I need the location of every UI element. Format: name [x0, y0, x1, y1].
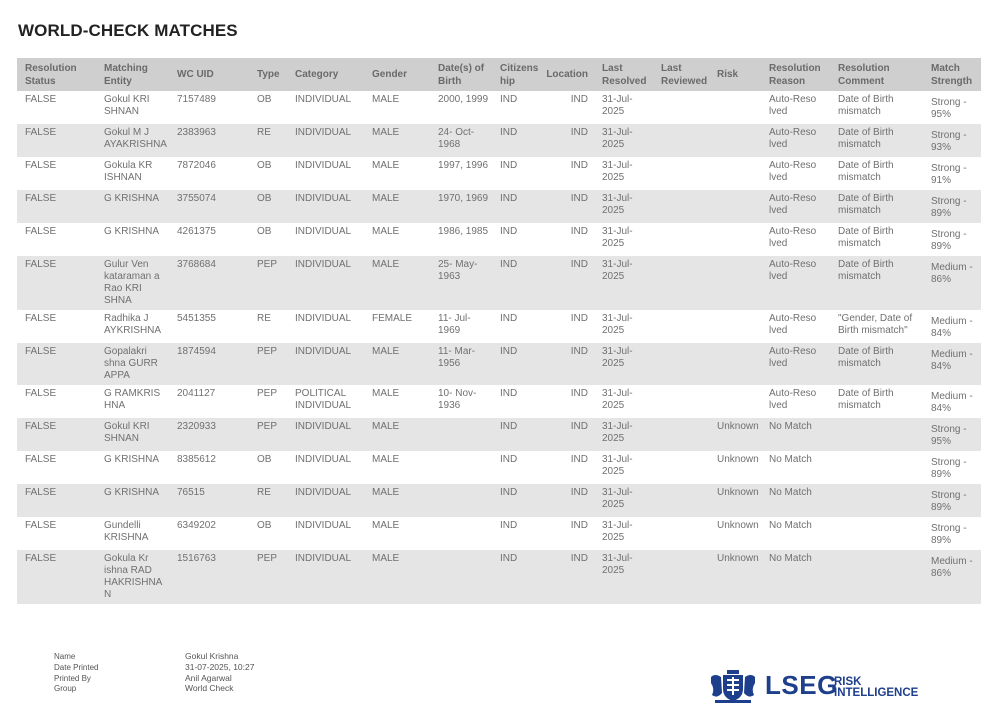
cell-gender: MALE: [364, 124, 430, 157]
cell-last-resolved: 31-Jul-2025: [594, 550, 653, 604]
cell-risk: [709, 385, 761, 418]
cell-risk: Unknown: [709, 484, 761, 517]
cell-location: IND: [536, 343, 594, 385]
cell-last-reviewed: [653, 190, 709, 223]
cell-gender: MALE: [364, 190, 430, 223]
cell-last-resolved: 31-Jul-2025: [594, 343, 653, 385]
footer-label-date-printed: Date Printed: [54, 662, 99, 672]
col-last-reviewed: Last Reviewed: [653, 58, 709, 91]
cell-resolution-comment: [830, 484, 923, 517]
col-resolution-comment: Resolution Comment: [830, 58, 923, 91]
cell-match-strength: Strong - 89%: [931, 457, 967, 480]
cell-dates-of-birth: 1986, 1985: [438, 226, 489, 237]
footer-label-name: Name: [54, 652, 76, 661]
cell-match-strength: Medium - 84%: [931, 391, 973, 414]
cell-wc-uid: 76515: [169, 484, 249, 517]
cell-resolution-comment: Date of Birth mismatch: [830, 124, 923, 157]
cell-resolution-reason: Auto-Reso lved: [769, 226, 817, 249]
cell-resolution-reason: Auto-Reso lved: [769, 388, 817, 411]
cell-resolution-comment: Date of Birth mismatch: [838, 226, 894, 249]
cell-resolution-reason: Auto-Reso lved: [769, 313, 817, 336]
cell-dates-of-birth: 1970, 1969: [430, 190, 492, 223]
cell-last-resolved: 31-Jul-2025: [594, 256, 653, 310]
cell-wc-uid: 1516763: [169, 550, 249, 604]
cell-gender: MALE: [364, 256, 430, 310]
cell-gender: MALE: [372, 160, 400, 171]
cell-category: POLITICAL INDIVIDUAL: [295, 388, 352, 411]
cell-last-resolved: 31-Jul-2025: [594, 418, 653, 451]
cell-matching-entity: G KRISHNA: [96, 190, 169, 223]
col-type: Type: [249, 58, 287, 91]
cell-match-strength: Strong - 93%: [923, 124, 981, 157]
cell-type: OB: [249, 190, 287, 223]
footer-value-date-printed: 31-07-2025, 10:27: [185, 661, 255, 672]
cell-wc-uid: 3768684: [169, 256, 249, 310]
cell-dates-of-birth: 24- Oct-1968: [430, 124, 492, 157]
cell-resolution-reason: No Match: [761, 484, 830, 517]
cell-match-strength: Strong - 89%: [923, 484, 981, 517]
cell-location: IND: [570, 160, 588, 171]
cell-risk: [709, 223, 761, 256]
cell-resolution-comment: Date of Birth mismatch: [838, 94, 894, 117]
cell-resolution-status: FALSE: [17, 256, 96, 310]
cell-risk: [709, 256, 761, 310]
cell-resolution-reason: No Match: [761, 550, 830, 604]
cell-risk: Unknown: [717, 454, 759, 465]
cell-last-resolved: 31-Jul-2025: [602, 454, 633, 477]
cell-last-reviewed: [653, 484, 709, 517]
cell-wc-uid: 7157489: [177, 94, 216, 105]
cell-citizenship: IND: [500, 313, 518, 324]
cell-last-reviewed: [653, 223, 709, 256]
cell-category: INDIVIDUAL: [295, 454, 352, 465]
cell-dates-of-birth: [430, 451, 492, 484]
cell-gender: MALE: [372, 94, 400, 105]
col-resolution-reason: Resolution Reason: [761, 58, 830, 91]
cell-match-strength: Strong - 89%: [923, 190, 981, 223]
cell-last-reviewed: [653, 310, 709, 343]
cell-risk: [709, 124, 761, 157]
cell-type: OB: [257, 226, 272, 237]
cell-match-strength: Strong - 89%: [931, 523, 967, 546]
table-header-row: [17, 58, 981, 91]
cell-location: IND: [570, 520, 588, 531]
footer-value-name: Gokul Krishna: [185, 651, 239, 661]
logo-brand: LSEG: [765, 670, 838, 700]
table-row: [17, 451, 981, 484]
col-gender: Gender: [364, 58, 430, 91]
table-row: [17, 256, 981, 310]
cell-resolution-reason: Auto-Reso lved: [761, 190, 830, 223]
cell-wc-uid: 1874594: [169, 343, 249, 385]
cell-matching-entity: Gokula KR ISHNAN: [104, 160, 153, 183]
cell-resolution-reason: Auto-Reso lved: [769, 94, 817, 117]
cell-type: RE: [249, 484, 287, 517]
cell-last-resolved: 31-Jul-2025: [602, 388, 633, 411]
cell-location: IND: [570, 454, 588, 465]
col-risk: Risk: [709, 58, 761, 91]
cell-resolution-comment: [830, 418, 923, 451]
col-match-strength: Match Strength: [923, 58, 981, 91]
cell-citizenship: IND: [492, 484, 536, 517]
cell-last-resolved: 31-Jul-2025: [602, 160, 633, 183]
cell-location: IND: [570, 388, 588, 399]
col-citizenship: Citizens hip: [492, 58, 536, 91]
table-row: [17, 517, 981, 550]
cell-match-strength: Medium - 86%: [923, 256, 981, 310]
cell-resolution-reason: No Match: [769, 520, 812, 531]
col-resolution-status: Resolution Status: [17, 58, 96, 91]
cell-resolution-status: FALSE: [17, 124, 96, 157]
cell-last-resolved: 31-Jul-2025: [602, 226, 633, 249]
cell-match-strength: Strong - 89%: [931, 229, 967, 252]
cell-resolution-status: FALSE: [25, 388, 57, 399]
cell-matching-entity: Radhika J AYKRISHNA: [104, 313, 162, 336]
cell-resolution-comment: Date of Birth mismatch: [830, 343, 923, 385]
cell-gender: MALE: [364, 343, 430, 385]
cell-gender: MALE: [372, 520, 400, 531]
cell-resolution-status: FALSE: [17, 550, 96, 604]
cell-last-reviewed: [653, 550, 709, 604]
cell-risk: [709, 190, 761, 223]
cell-risk: [709, 157, 761, 190]
cell-match-strength: Strong - 95%: [931, 97, 967, 120]
cell-wc-uid: 8385612: [177, 454, 216, 465]
footer-value-group: World Check: [185, 683, 234, 694]
cell-last-reviewed: [653, 451, 709, 484]
cell-resolution-status: FALSE: [25, 160, 57, 171]
crest-icon: [709, 669, 757, 703]
cell-category: INDIVIDUAL: [295, 160, 352, 171]
cell-citizenship: IND: [492, 343, 536, 385]
cell-last-reviewed: [653, 91, 709, 124]
cell-gender: MALE: [364, 484, 430, 517]
cell-location: IND: [536, 190, 594, 223]
cell-matching-entity: Gokula Kr ishna RAD HAKRISHNAN: [96, 550, 169, 604]
cell-dates-of-birth: 11- Jul-1969: [438, 313, 471, 336]
cell-resolution-status: FALSE: [17, 190, 96, 223]
footer-values: [185, 651, 254, 694]
logo-line-1: RISK: [834, 676, 862, 688]
cell-type: PEP: [257, 388, 278, 399]
cell-risk: Unknown: [717, 520, 759, 531]
cell-risk: Unknown: [709, 550, 761, 604]
cell-dates-of-birth: 10- Nov-1936: [438, 388, 477, 411]
cell-dates-of-birth: [430, 517, 492, 550]
cell-category: INDIVIDUAL: [295, 94, 352, 105]
cell-resolution-comment: [830, 517, 923, 550]
cell-resolution-comment: [830, 451, 923, 484]
cell-citizenship: IND: [492, 124, 536, 157]
cell-citizenship: IND: [500, 160, 518, 171]
table-row: [17, 223, 981, 256]
col-dates-of-birth: Date(s) of Birth: [430, 58, 492, 91]
cell-resolution-reason: Auto-Reso lved: [761, 343, 830, 385]
cell-dates-of-birth: 1997, 1996: [438, 160, 489, 171]
cell-category: INDIVIDUAL: [287, 418, 364, 451]
cell-gender: MALE: [372, 388, 400, 399]
cell-gender: MALE: [364, 550, 430, 604]
table-row: [17, 550, 981, 604]
cell-last-reviewed: [653, 124, 709, 157]
cell-type: RE: [257, 313, 271, 324]
cell-dates-of-birth: 11- Mar-1956: [430, 343, 492, 385]
cell-category: INDIVIDUAL: [287, 484, 364, 517]
cell-resolution-status: FALSE: [17, 484, 96, 517]
cell-citizenship: IND: [500, 388, 518, 399]
cell-resolution-comment: [830, 550, 923, 604]
cell-location: IND: [570, 313, 588, 324]
cell-risk: [709, 310, 761, 343]
cell-resolution-status: FALSE: [25, 313, 57, 324]
cell-type: PEP: [249, 343, 287, 385]
cell-wc-uid: 7872046: [177, 160, 216, 171]
cell-type: RE: [249, 124, 287, 157]
cell-resolution-comment: Date of Birth mismatch: [838, 160, 894, 183]
col-wc-uid: WC UID: [169, 58, 249, 91]
cell-citizenship: IND: [492, 256, 536, 310]
cell-type: OB: [257, 94, 272, 105]
cell-gender: MALE: [372, 454, 400, 465]
cell-location: IND: [570, 226, 588, 237]
cell-location: IND: [570, 94, 588, 105]
cell-type: PEP: [249, 418, 287, 451]
cell-matching-entity: Gopalakri shna GURR APPA: [96, 343, 169, 385]
cell-wc-uid: 6349202: [177, 520, 216, 531]
table-body: [17, 91, 981, 604]
cell-matching-entity: Gokul KRI SHNAN: [96, 418, 169, 451]
cell-category: INDIVIDUAL: [287, 190, 364, 223]
cell-dates-of-birth: 25- May-1963: [430, 256, 492, 310]
cell-dates-of-birth: [430, 550, 492, 604]
cell-wc-uid: 3755074: [169, 190, 249, 223]
cell-wc-uid: 2041127: [177, 388, 216, 399]
cell-match-strength: Medium - 84%: [931, 316, 973, 339]
table-row: [17, 310, 981, 343]
cell-last-reviewed: [653, 256, 709, 310]
cell-resolution-reason: Auto-Reso lved: [761, 256, 830, 310]
cell-dates-of-birth: 2000, 1999: [438, 94, 489, 105]
cell-category: INDIVIDUAL: [287, 550, 364, 604]
table-row: [17, 484, 981, 517]
cell-type: OB: [257, 454, 272, 465]
cell-matching-entity: G KRISHNA: [104, 454, 160, 465]
cell-dates-of-birth: [430, 418, 492, 451]
table-row: [17, 91, 981, 124]
footer-label-group: Group: [54, 684, 77, 694]
cell-citizenship: IND: [492, 190, 536, 223]
cell-resolution-comment: Date of Birth mismatch: [838, 388, 894, 411]
cell-resolution-status: FALSE: [25, 454, 57, 465]
table-row: [17, 190, 981, 223]
cell-last-resolved: 31-Jul-2025: [594, 484, 653, 517]
cell-category: INDIVIDUAL: [295, 313, 352, 324]
cell-resolution-comment: Date of Birth mismatch: [830, 190, 923, 223]
cell-last-reviewed: [653, 418, 709, 451]
logo-line-2: INTELLIGENCE: [834, 687, 919, 699]
cell-category: INDIVIDUAL: [295, 226, 352, 237]
cell-location: IND: [536, 124, 594, 157]
cell-risk: [709, 343, 761, 385]
cell-matching-entity: G KRISHNA: [104, 226, 160, 237]
cell-last-resolved: 31-Jul-2025: [602, 313, 633, 336]
cell-last-reviewed: [653, 157, 709, 190]
cell-resolution-status: FALSE: [25, 520, 57, 531]
cell-location: IND: [536, 550, 594, 604]
cell-last-resolved: 31-Jul-2025: [594, 124, 653, 157]
cell-gender: MALE: [364, 418, 430, 451]
col-location: Location: [536, 58, 594, 91]
footer-value-printed-by: Anil Agarwal: [185, 672, 232, 683]
cell-resolution-reason: Auto-Reso lved: [761, 124, 830, 157]
cell-matching-entity: G RAMKRIS HNA: [104, 388, 161, 411]
cell-resolution-reason: No Match: [769, 454, 812, 465]
cell-citizenship: IND: [492, 418, 536, 451]
cell-last-resolved: 31-Jul-2025: [594, 190, 653, 223]
cell-category: INDIVIDUAL: [295, 520, 352, 531]
cell-location: IND: [536, 418, 594, 451]
cell-wc-uid: 4261375: [177, 226, 216, 237]
cell-citizenship: IND: [500, 520, 518, 531]
table-row: [17, 385, 981, 418]
cell-type: PEP: [249, 550, 287, 604]
col-last-resolved: Last Resolved: [594, 58, 653, 91]
cell-citizenship: IND: [492, 550, 536, 604]
table-row: [17, 124, 981, 157]
cell-matching-entity: Gokul M J AYAKRISHNA: [96, 124, 169, 157]
world-check-matches-table: [17, 58, 981, 604]
table-row: [17, 157, 981, 190]
cell-category: INDIVIDUAL: [287, 124, 364, 157]
cell-resolution-reason: No Match: [761, 418, 830, 451]
cell-citizenship: IND: [500, 94, 518, 105]
cell-risk: Unknown: [709, 418, 761, 451]
cell-location: IND: [536, 256, 594, 310]
table-row: [17, 418, 981, 451]
cell-last-reviewed: [653, 385, 709, 418]
cell-risk: [709, 91, 761, 124]
cell-resolution-status: FALSE: [17, 418, 96, 451]
cell-wc-uid: 5451355: [177, 313, 216, 324]
cell-resolution-reason: Auto-Reso lved: [769, 160, 817, 183]
cell-resolution-status: FALSE: [25, 94, 57, 105]
cell-type: OB: [257, 160, 272, 171]
cell-matching-entity: Gokul KRI SHNAN: [104, 94, 150, 117]
cell-match-strength: Medium - 86%: [923, 550, 981, 604]
cell-last-reviewed: [653, 517, 709, 550]
cell-type: PEP: [249, 256, 287, 310]
cell-resolution-comment: "Gender, Date of Birth mismatch": [838, 313, 913, 336]
cell-match-strength: Strong - 91%: [931, 163, 967, 186]
cell-match-strength: Strong - 95%: [923, 418, 981, 451]
table-row: [17, 343, 981, 385]
cell-citizenship: IND: [500, 454, 518, 465]
cell-resolution-status: FALSE: [25, 226, 57, 237]
cell-category: INDIVIDUAL: [287, 343, 364, 385]
col-matching-entity: Matching Entity: [96, 58, 169, 91]
cell-match-strength: Medium - 84%: [923, 343, 981, 385]
col-category: Category: [287, 58, 364, 91]
cell-wc-uid: 2383963: [169, 124, 249, 157]
cell-last-reviewed: [653, 343, 709, 385]
cell-wc-uid: 2320933: [169, 418, 249, 451]
cell-dates-of-birth: [430, 484, 492, 517]
cell-gender: FEMALE: [372, 313, 413, 324]
cell-last-resolved: 31-Jul-2025: [602, 520, 633, 543]
cell-matching-entity: Gulur Ven kataraman a Rao KRI SHNA: [96, 256, 169, 310]
cell-resolution-comment: Date of Birth mismatch: [830, 256, 923, 310]
page-title: WORLD-CHECK MATCHES: [18, 21, 238, 40]
cell-location: IND: [536, 484, 594, 517]
cell-resolution-status: FALSE: [17, 343, 96, 385]
cell-category: INDIVIDUAL: [287, 256, 364, 310]
cell-matching-entity: Gundelli KRISHNA: [104, 520, 149, 543]
footer-label-printed-by: Printed By: [54, 673, 91, 683]
cell-last-resolved: 31-Jul-2025: [602, 94, 633, 117]
cell-matching-entity: G KRISHNA: [96, 484, 169, 517]
cell-type: OB: [257, 520, 272, 531]
footer-labels: [54, 652, 98, 695]
cell-gender: MALE: [372, 226, 400, 237]
cell-citizenship: IND: [500, 226, 518, 237]
